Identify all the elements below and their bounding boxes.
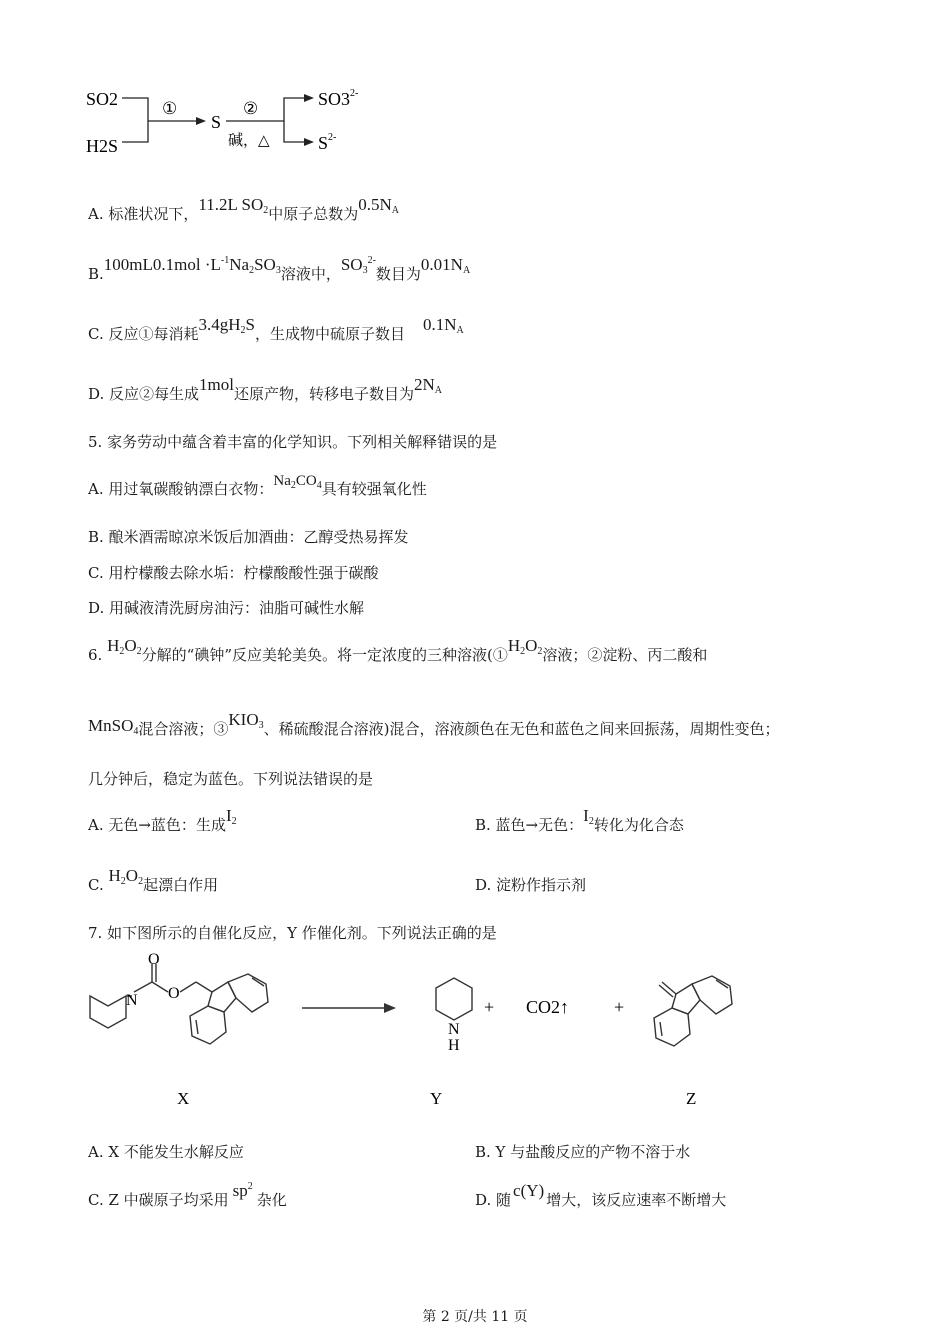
- x-n-atom: N: [126, 992, 138, 1009]
- so3-label: $SO3^{2-}$: [318, 88, 359, 109]
- z-label: Z: [686, 1089, 697, 1108]
- sulfur-reaction-scheme: [80, 84, 380, 160]
- step1-label: ①: [162, 99, 178, 118]
- q6-stem-line1: 6. $H_2O_2$分解的“碘钟”反应美轮美奂。将一定浓度的三种溶液($①H_2O_2$溶液；②淀粉、丙二酸和: [88, 636, 708, 664]
- autocatalytic-reaction-diagram: [80, 952, 760, 1112]
- x-fluorene-ring-right: [228, 974, 268, 1012]
- q5-option-d: D. 用碱液清洗厨房油污：油脂可碱性水解: [88, 599, 365, 617]
- plus-sign-2: +: [614, 997, 625, 1017]
- q4-option-a: A. 标准状况下，11.2L $SO_2$中原子总数为$0.5N_A$: [88, 195, 400, 223]
- q4-option-d: D. 反应②每生成1mol还原产物，转移电子数目为$2N_A$: [88, 375, 443, 403]
- x-ester-o: O: [168, 985, 180, 1002]
- q4-option-b: $B.100mL0.1mol \cdot L^{-1}Na_2SO_3$溶液中，$SO_3^{2-}$数目为$0.01N_A$: [88, 255, 471, 283]
- q5-option-a: A. 用过氧碳酸钠漂白衣物：$Na_2CO_4$具有较强氧化性: [88, 473, 427, 498]
- q7-option-b: B. Y 与盐酸反应的产物不溶于水: [475, 1143, 691, 1161]
- co2-label: CO2↑: [526, 997, 570, 1017]
- q7-option-d: D. 随 c(Y) 增大，该反应速率不断增大: [475, 1181, 727, 1209]
- condition-label: 碱，△: [228, 133, 270, 149]
- q6-option-a: A. 无色→蓝色：生成$I_2$: [88, 806, 237, 834]
- s2-label: $S^{2-}$: [318, 132, 337, 153]
- q6-option-b: B. 蓝色→无色：$I_2$转化为化合态: [475, 806, 684, 834]
- q6-stem-line3: 几分钟后，稳定为蓝色。下列说法错误的是: [88, 770, 374, 788]
- x-piperidine-ring: [90, 996, 126, 1028]
- so2-label: SO2: [86, 89, 119, 109]
- q7-option-c: C. Z 中碳原子均采用 $sp^2$杂化: [88, 1181, 287, 1209]
- h2s-label: H2S: [86, 136, 119, 156]
- x-label: X: [177, 1089, 190, 1108]
- z-ring-left: [654, 1008, 690, 1046]
- q5-option-b: B. 酿米酒需晾凉米饭后加酒曲：乙醇受热易挥发: [88, 528, 409, 546]
- z-ring-right: [692, 976, 732, 1014]
- s-label: S: [211, 112, 222, 132]
- plus-sign-1: +: [484, 997, 495, 1017]
- q6-option-d: D. 淀粉作指示剂: [475, 876, 587, 894]
- q4-option-c: C. 反应①每消耗$3.4gH_2S$，生成物中硫原子数目 $0.1N_A$: [88, 315, 464, 343]
- y-n-atom: N: [448, 1021, 460, 1038]
- q5-stem: 5. 家务劳动中蕴含着丰富的化学知识。下列相关解释错误的是: [88, 433, 498, 451]
- q6-stem-line2: MnSO$_4$混合溶液；$③KIO_3$、稀硫酸混合溶液)混合，溶液颜色在无色和蓝色之间来回振荡，周期性变色；: [88, 710, 780, 738]
- y-label: Y: [430, 1089, 443, 1108]
- x-carbonyl-o: O: [148, 952, 160, 968]
- q7-option-a: A. X 不能发生水解反应: [88, 1143, 244, 1161]
- page-footer: 第 2 页/共 11 页: [422, 1309, 528, 1325]
- q7-stem: 7. 如下图所示的自催化反应，Y 作催化剂。下列说法正确的是: [88, 924, 497, 942]
- y-piperidine-ring: [436, 978, 472, 1020]
- q6-option-c: C. $H_2O_2$起漂白作用: [88, 866, 219, 894]
- x-fluorene-ring-left: [190, 1006, 226, 1044]
- q5-option-c: C. 用柠檬酸去除水垢：柠檬酸酸性强于碳酸: [88, 564, 379, 582]
- y-h-atom: H: [448, 1037, 460, 1054]
- step2-label: ②: [243, 99, 259, 118]
